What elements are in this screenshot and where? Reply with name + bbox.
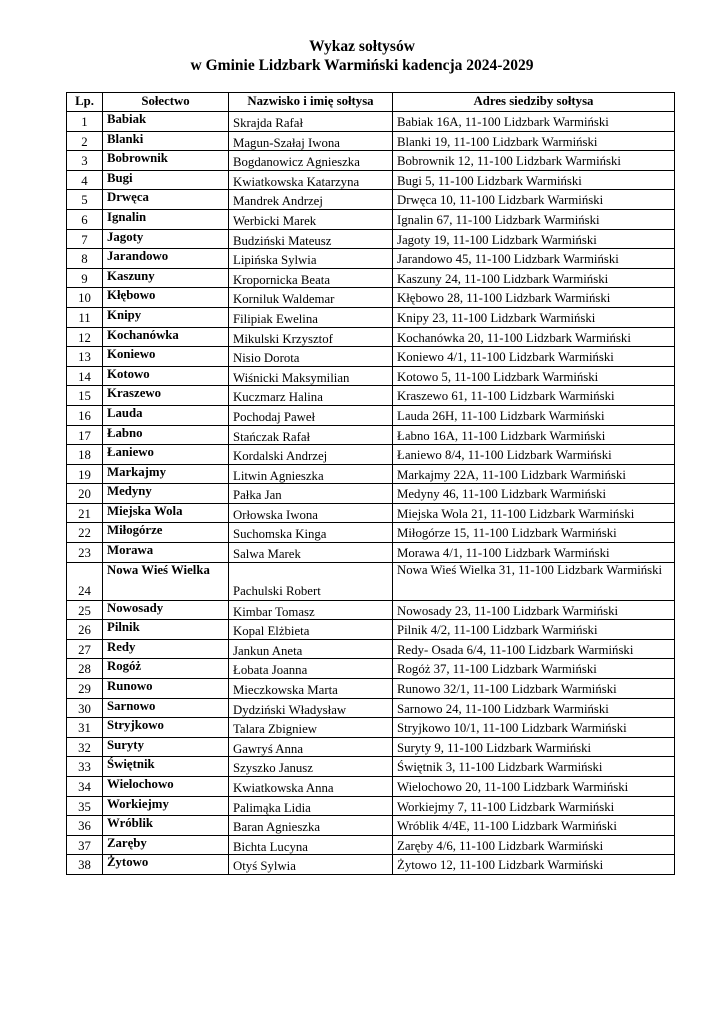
row-adres: Suryty 9, 11-100 Lidzbark Warmiński <box>393 737 675 757</box>
row-number: 8 <box>67 249 103 269</box>
row-soltys: Kropornicka Beata <box>229 268 393 288</box>
table-row <box>67 796 675 816</box>
row-soltys: Szyszko Janusz <box>229 757 393 777</box>
row-number: 13 <box>67 347 103 367</box>
row-number: 37 <box>67 835 103 855</box>
table-row <box>67 523 675 543</box>
row-number: 38 <box>67 855 103 875</box>
row-adres: Lauda 26H, 11-100 Lidzbark Warmiński <box>393 405 675 425</box>
row-adres: Jarandowo 45, 11-100 Lidzbark Warmiński <box>393 249 675 269</box>
row-adres: Morawa 4/1, 11-100 Lidzbark Warmiński <box>393 543 675 563</box>
table-row <box>67 600 675 620</box>
row-solectwo: Miejska Wola <box>103 503 229 523</box>
row-soltys: Otyś Sylwia <box>229 855 393 875</box>
row-adres: Babiak 16A, 11-100 Lidzbark Warmiński <box>393 112 675 132</box>
row-solectwo: Bobrownik <box>103 151 229 171</box>
table-row <box>67 737 675 757</box>
table-row <box>67 229 675 249</box>
row-solectwo: Nowa Wieś Wielka <box>103 562 229 600</box>
row-soltys: Budziński Mateusz <box>229 229 393 249</box>
table-row <box>67 503 675 523</box>
row-solectwo: Zaręby <box>103 835 229 855</box>
row-adres: Medyny 46, 11-100 Lidzbark Warmiński <box>393 484 675 504</box>
table-row <box>67 170 675 190</box>
row-solectwo: Wróblik <box>103 816 229 836</box>
row-adres: Jagoty 19, 11-100 Lidzbark Warmiński <box>393 229 675 249</box>
row-solectwo: Kraszewo <box>103 386 229 406</box>
table-row <box>67 718 675 738</box>
document-subtitle: w Gminie Lidzbark Warmiński kadencja 2024-2029 <box>190 57 534 74</box>
row-solectwo: Wielochowo <box>103 777 229 797</box>
row-adres: Wielochowo 20, 11-100 Lidzbark Warmiński <box>393 777 675 797</box>
table-row <box>67 562 675 600</box>
row-number: 7 <box>67 229 103 249</box>
row-adres: Bobrownik 12, 11-100 Lidzbark Warmiński <box>393 151 675 171</box>
row-number: 31 <box>67 718 103 738</box>
row-number: 35 <box>67 796 103 816</box>
table-row <box>67 855 675 875</box>
row-soltys: Kwiatkowska Katarzyna <box>229 170 393 190</box>
row-adres: Świętnik 3, 11-100 Lidzbark Warmiński <box>393 757 675 777</box>
row-adres: Sarnowo 24, 11-100 Lidzbark Warmiński <box>393 698 675 718</box>
row-solectwo: Żytowo <box>103 855 229 875</box>
table-row <box>67 464 675 484</box>
row-number: 14 <box>67 366 103 386</box>
table-row <box>67 249 675 269</box>
row-soltys: Salwa Marek <box>229 543 393 563</box>
row-soltys: Kopal Elżbieta <box>229 620 393 640</box>
row-solectwo: Sarnowo <box>103 698 229 718</box>
row-solectwo: Kaszuny <box>103 268 229 288</box>
row-soltys: Suchomska Kinga <box>229 523 393 543</box>
row-adres: Blanki 19, 11-100 Lidzbark Warmiński <box>393 131 675 151</box>
table-row <box>67 131 675 151</box>
row-solectwo: Pilnik <box>103 620 229 640</box>
row-soltys: Bichta Lucyna <box>229 835 393 855</box>
table-row <box>67 190 675 210</box>
row-solectwo: Koniewo <box>103 347 229 367</box>
row-number: 28 <box>67 659 103 679</box>
row-adres: Markajmy 22A, 11-100 Lidzbark Warmiński <box>393 464 675 484</box>
row-number: 3 <box>67 151 103 171</box>
row-solectwo: Świętnik <box>103 757 229 777</box>
table-row <box>67 268 675 288</box>
row-solectwo: Medyny <box>103 484 229 504</box>
table-row <box>67 366 675 386</box>
row-solectwo: Kochanówka <box>103 327 229 347</box>
row-number: 11 <box>67 307 103 327</box>
row-adres: Kochanówka 20, 11-100 Lidzbark Warmiński <box>393 327 675 347</box>
row-adres: Nowa Wieś Wielka 31, 11-100 Lidzbark Warmiński <box>393 562 675 600</box>
row-soltys: Mikulski Krzysztof <box>229 327 393 347</box>
row-number: 4 <box>67 170 103 190</box>
row-solectwo: Łabno <box>103 425 229 445</box>
row-adres: Kraszewo 61, 11-100 Lidzbark Warmiński <box>393 386 675 406</box>
row-soltys: Korniluk Waldemar <box>229 288 393 308</box>
row-number: 26 <box>67 620 103 640</box>
soltys-table <box>66 92 675 875</box>
row-number: 18 <box>67 445 103 465</box>
row-soltys: Werbicki Marek <box>229 209 393 229</box>
row-soltys: Pochodaj Paweł <box>229 405 393 425</box>
row-adres: Kaszuny 24, 11-100 Lidzbark Warmiński <box>393 268 675 288</box>
table-row <box>67 543 675 563</box>
row-solectwo: Drwęca <box>103 190 229 210</box>
row-number: 25 <box>67 600 103 620</box>
row-number: 20 <box>67 484 103 504</box>
table-row <box>67 659 675 679</box>
row-number: 16 <box>67 405 103 425</box>
row-number: 17 <box>67 425 103 445</box>
row-solectwo: Morawa <box>103 543 229 563</box>
row-number: 1 <box>67 112 103 132</box>
table-row <box>67 777 675 797</box>
table-row <box>67 698 675 718</box>
row-soltys: Litwin Agnieszka <box>229 464 393 484</box>
table-row <box>67 816 675 836</box>
table-row <box>67 347 675 367</box>
table-row <box>67 757 675 777</box>
row-soltys: Filipiak Ewelina <box>229 307 393 327</box>
row-soltys: Kwiatkowska Anna <box>229 777 393 797</box>
row-number: 21 <box>67 503 103 523</box>
row-adres: Łabno 16A, 11-100 Lidzbark Warmiński <box>393 425 675 445</box>
row-number: 24 <box>67 562 103 600</box>
row-adres: Miłogórze 15, 11-100 Lidzbark Warmiński <box>393 523 675 543</box>
row-soltys: Skrajda Rafał <box>229 112 393 132</box>
row-solectwo: Babiak <box>103 112 229 132</box>
row-adres: Knipy 23, 11-100 Lidzbark Warmiński <box>393 307 675 327</box>
table-row <box>67 288 675 308</box>
row-soltys: Baran Agnieszka <box>229 816 393 836</box>
header-lp: Lp. <box>67 93 103 112</box>
row-adres: Wróblik 4/4E, 11-100 Lidzbark Warmiński <box>393 816 675 836</box>
row-solectwo: Suryty <box>103 737 229 757</box>
row-number: 2 <box>67 131 103 151</box>
row-number: 27 <box>67 639 103 659</box>
row-soltys: Mieczkowska Marta <box>229 679 393 699</box>
row-solectwo: Workiejmy <box>103 796 229 816</box>
table-row <box>67 405 675 425</box>
table-row <box>67 425 675 445</box>
table-row <box>67 386 675 406</box>
row-solectwo: Stryjkowo <box>103 718 229 738</box>
row-soltys: Palimąka Lidia <box>229 796 393 816</box>
row-soltys: Wiśnicki Maksymilian <box>229 366 393 386</box>
row-adres: Stryjkowo 10/1, 11-100 Lidzbark Warmiński <box>393 718 675 738</box>
row-number: 36 <box>67 816 103 836</box>
row-number: 5 <box>67 190 103 210</box>
table-body <box>67 112 675 875</box>
row-solectwo: Jarandowo <box>103 249 229 269</box>
row-number: 34 <box>67 777 103 797</box>
row-adres: Runowo 32/1, 11-100 Lidzbark Warmiński <box>393 679 675 699</box>
row-soltys: Łobata Joanna <box>229 659 393 679</box>
row-solectwo: Redy <box>103 639 229 659</box>
row-number: 19 <box>67 464 103 484</box>
header-soltys: Nazwisko i imię sołtysa <box>229 93 393 112</box>
table-header-row <box>67 93 675 112</box>
row-adres: Redy- Osada 6/4, 11-100 Lidzbark Warmiński <box>393 639 675 659</box>
row-soltys: Bogdanowicz Agnieszka <box>229 151 393 171</box>
table-row <box>67 835 675 855</box>
row-soltys: Jankun Aneta <box>229 639 393 659</box>
row-solectwo: Lauda <box>103 405 229 425</box>
row-number: 15 <box>67 386 103 406</box>
row-adres: Rogóż 37, 11-100 Lidzbark Warmiński <box>393 659 675 679</box>
row-soltys: Magun-Szałaj Iwona <box>229 131 393 151</box>
row-number: 29 <box>67 679 103 699</box>
row-adres: Workiejmy 7, 11-100 Lidzbark Warmiński <box>393 796 675 816</box>
row-soltys: Kimbar Tomasz <box>229 600 393 620</box>
table-row <box>67 112 675 132</box>
row-adres: Drwęca 10, 11-100 Lidzbark Warmiński <box>393 190 675 210</box>
table-row <box>67 307 675 327</box>
row-adres: Nowosady 23, 11-100 Lidzbark Warmiński <box>393 600 675 620</box>
row-number: 10 <box>67 288 103 308</box>
row-solectwo: Jagoty <box>103 229 229 249</box>
row-adres: Łaniewo 8/4, 11-100 Lidzbark Warmiński <box>393 445 675 465</box>
table-row <box>67 151 675 171</box>
row-soltys: Lipińska Sylwia <box>229 249 393 269</box>
document-title: Wykaz sołtysów <box>309 38 415 55</box>
row-solectwo: Markajmy <box>103 464 229 484</box>
row-number: 30 <box>67 698 103 718</box>
row-number: 33 <box>67 757 103 777</box>
row-solectwo: Kotowo <box>103 366 229 386</box>
table-row <box>67 209 675 229</box>
row-adres: Kłębowo 28, 11-100 Lidzbark Warmiński <box>393 288 675 308</box>
row-solectwo: Ignalin <box>103 209 229 229</box>
row-solectwo: Blanki <box>103 131 229 151</box>
row-adres: Kotowo 5, 11-100 Lidzbark Warmiński <box>393 366 675 386</box>
table-row <box>67 620 675 640</box>
row-adres: Zaręby 4/6, 11-100 Lidzbark Warmiński <box>393 835 675 855</box>
header-adres: Adres siedziby sołtysa <box>393 93 675 112</box>
row-solectwo: Runowo <box>103 679 229 699</box>
row-number: 9 <box>67 268 103 288</box>
row-soltys: Pachulski Robert <box>229 562 393 600</box>
row-adres: Ignalin 67, 11-100 Lidzbark Warmiński <box>393 209 675 229</box>
header-solectwo: Sołectwo <box>103 93 229 112</box>
row-solectwo: Knipy <box>103 307 229 327</box>
row-solectwo: Bugi <box>103 170 229 190</box>
row-number: 22 <box>67 523 103 543</box>
table-row <box>67 484 675 504</box>
row-adres: Żytowo 12, 11-100 Lidzbark Warmiński <box>393 855 675 875</box>
row-soltys: Stańczak Rafał <box>229 425 393 445</box>
row-soltys: Kuczmarz Halina <box>229 386 393 406</box>
row-soltys: Pałka Jan <box>229 484 393 504</box>
row-adres: Bugi 5, 11-100 Lidzbark Warmiński <box>393 170 675 190</box>
row-soltys: Nisio Dorota <box>229 347 393 367</box>
row-number: 32 <box>67 737 103 757</box>
row-solectwo: Nowosady <box>103 600 229 620</box>
row-soltys: Gawryś Anna <box>229 737 393 757</box>
row-solectwo: Rogóż <box>103 659 229 679</box>
table-row <box>67 327 675 347</box>
row-number: 23 <box>67 543 103 563</box>
row-adres: Miejska Wola 21, 11-100 Lidzbark Warmiński <box>393 503 675 523</box>
row-solectwo: Łaniewo <box>103 445 229 465</box>
row-adres: Pilnik 4/2, 11-100 Lidzbark Warmiński <box>393 620 675 640</box>
row-soltys: Dydziński Władysław <box>229 698 393 718</box>
table-row <box>67 445 675 465</box>
table-row <box>67 639 675 659</box>
row-soltys: Orłowska Iwona <box>229 503 393 523</box>
row-soltys: Talara Zbigniew <box>229 718 393 738</box>
row-number: 12 <box>67 327 103 347</box>
row-solectwo: Kłębowo <box>103 288 229 308</box>
table-row <box>67 679 675 699</box>
row-soltys: Kordalski Andrzej <box>229 445 393 465</box>
row-solectwo: Miłogórze <box>103 523 229 543</box>
row-number: 6 <box>67 209 103 229</box>
row-adres: Koniewo 4/1, 11-100 Lidzbark Warmiński <box>393 347 675 367</box>
row-soltys: Mandrek Andrzej <box>229 190 393 210</box>
